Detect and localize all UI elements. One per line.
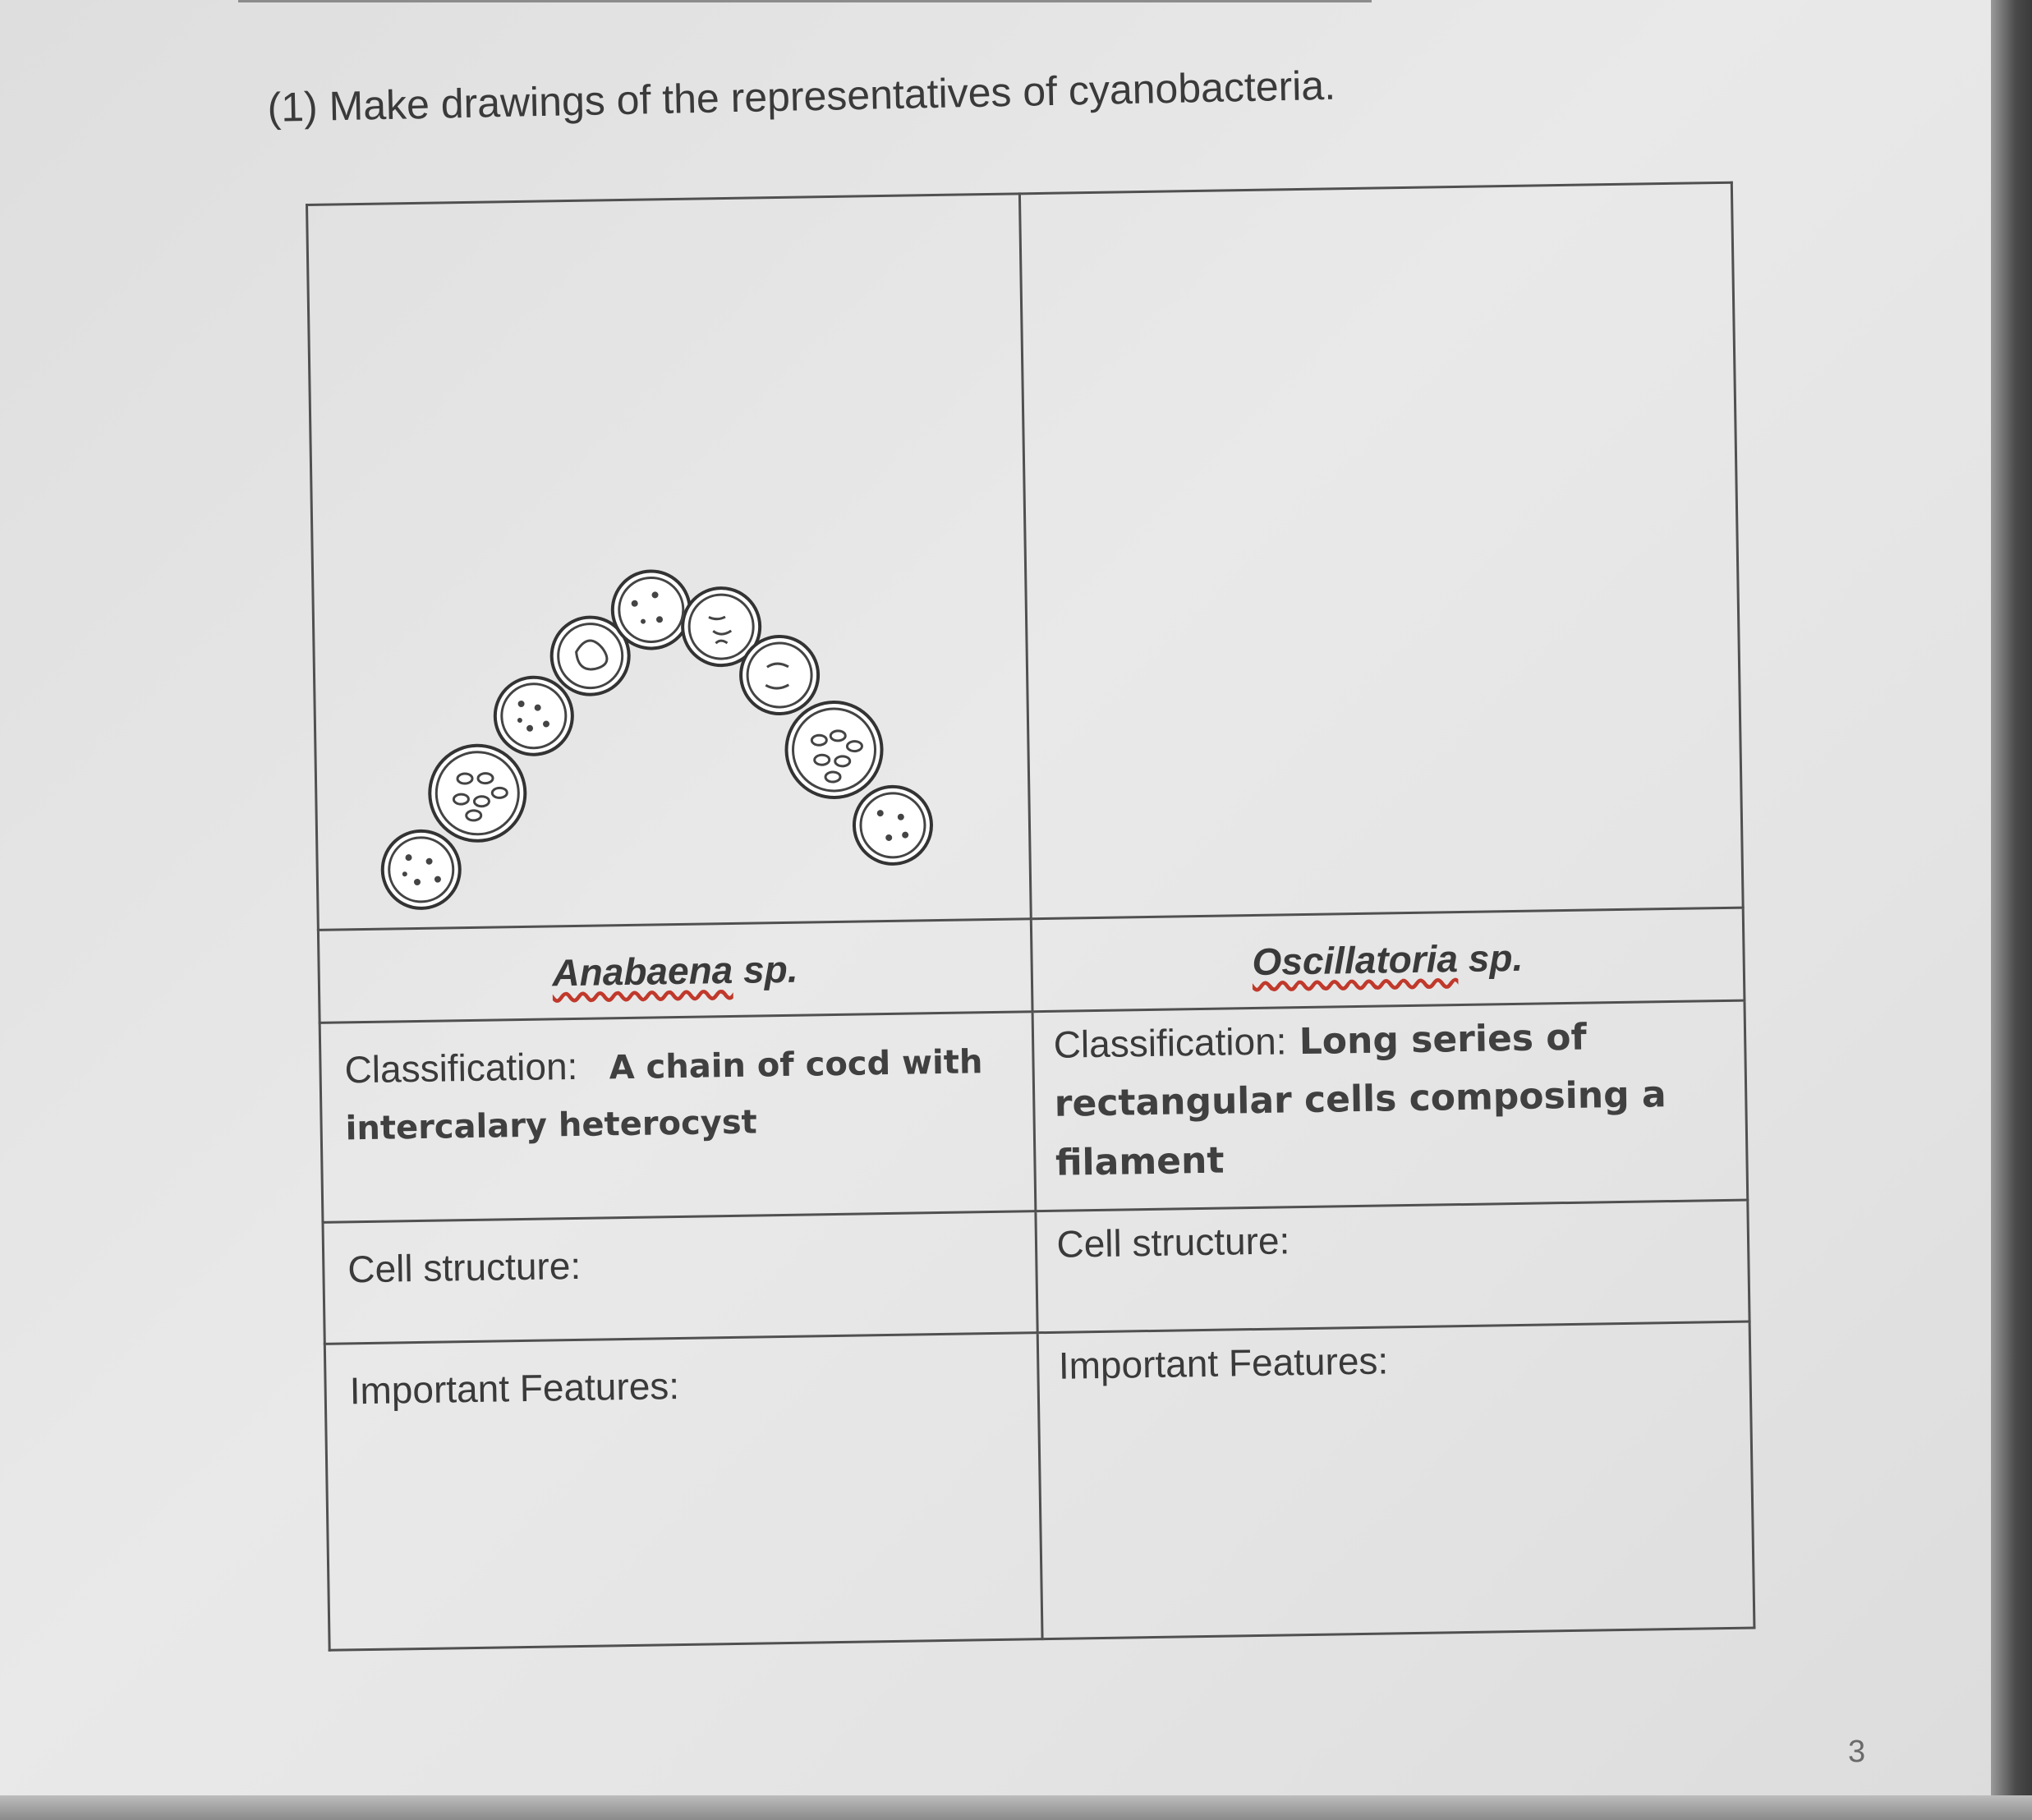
anabaena-cell (740, 636, 818, 714)
anabaena-name-cell (318, 919, 1032, 1023)
worksheet-table-wrapper (306, 182, 1755, 1644)
anabaena-cell (853, 786, 931, 864)
anabaena-cell (612, 571, 690, 649)
page-number: 3 (1848, 1735, 1866, 1769)
anabaena-drawing (308, 195, 1026, 928)
important-features-label: Important Features: (349, 1364, 680, 1413)
cell-structure-label: Cell structure: (347, 1243, 582, 1291)
screen-bezel-right (1991, 0, 2032, 1820)
anabaena-cell (494, 677, 572, 755)
question-text: (1) Make drawings of the representatives of cyanobacteria. (267, 62, 1336, 131)
anabaena-drawing-cell (307, 194, 1031, 931)
classification-answer-line1: Long series of (1286, 1016, 1588, 1064)
classification-label: Classification: (344, 1044, 578, 1092)
cell-structure-label: Cell structure: (1056, 1219, 1290, 1266)
top-rule (238, 0, 1372, 2)
anabaena-cell (786, 701, 883, 798)
oscillatoria-important-features-cell (1037, 1321, 1754, 1639)
anabaena-species-name: Anabaena sp. (552, 947, 798, 995)
classification-answer-line1: A chain of cocd with (609, 1043, 983, 1087)
screen-bezel-bottom (0, 1795, 2032, 1820)
classification-answer-line2: intercalary heterocyst (345, 1103, 758, 1148)
classification-answer-line2: rectangular cells composing a (1054, 1073, 1667, 1126)
anabaena-classification-cell (320, 1012, 1035, 1223)
classification-label: Classification: (1053, 1019, 1287, 1066)
oscillatoria-drawing-cell (1019, 182, 1743, 919)
anabaena-important-features-cell (324, 1333, 1041, 1651)
anabaena-cell (429, 745, 526, 842)
anabaena-cell-structure-cell (323, 1211, 1037, 1344)
oscillatoria-cell-structure-cell (1035, 1200, 1749, 1333)
oscillatoria-name-cell (1031, 908, 1745, 1012)
worksheet-table (306, 182, 1755, 1652)
oscillatoria-species-name: Oscillatoria sp. (1252, 935, 1524, 984)
oscillatoria-classification-cell (1032, 1000, 1748, 1211)
anabaena-cell (382, 830, 460, 908)
important-features-label: Important Features: (1058, 1339, 1389, 1387)
classification-answer-line3: filament (1055, 1139, 1225, 1184)
